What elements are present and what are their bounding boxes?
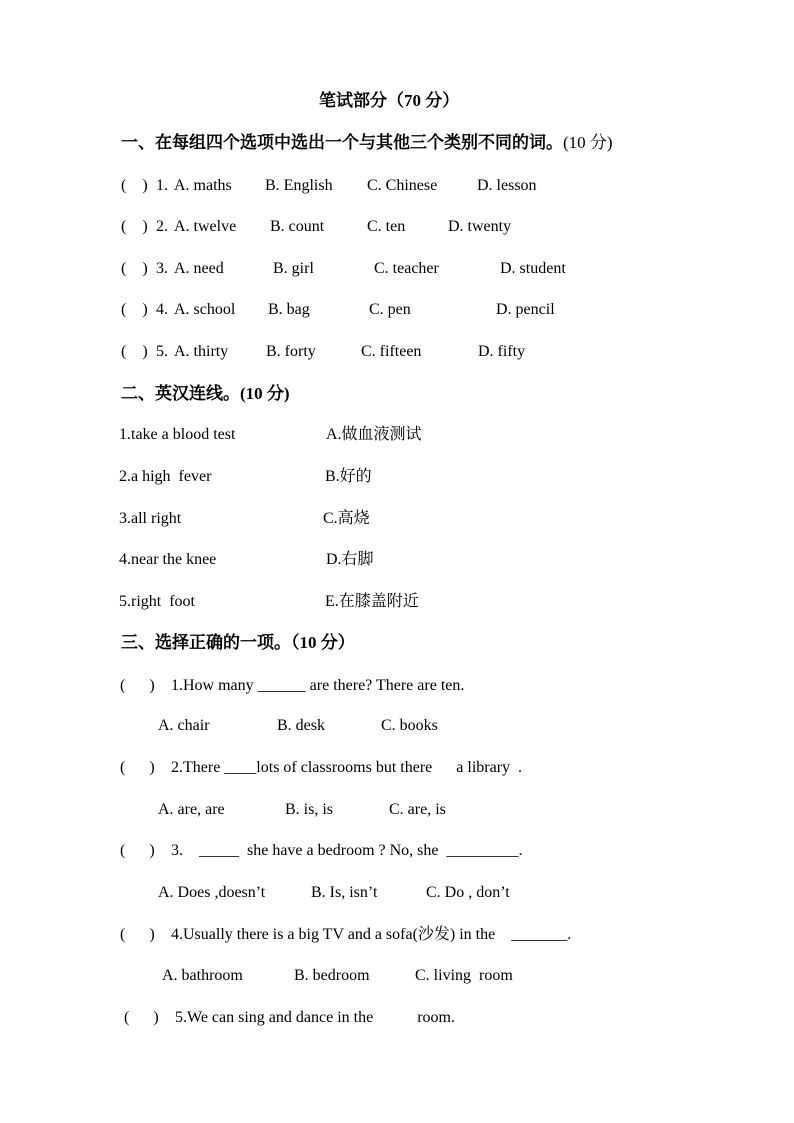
match-english: 2.a high fever xyxy=(119,468,212,485)
option-b: B. forty xyxy=(266,343,316,360)
option-b: B. Is, isn’t xyxy=(311,884,378,901)
question-stem: 5.We can sing and dance in the room. xyxy=(175,1009,455,1026)
option-b: B. English xyxy=(265,177,333,194)
match-english: 3.all right xyxy=(119,510,182,527)
section-2-heading xyxy=(121,384,290,404)
option-d: D. fifty xyxy=(478,343,526,360)
section-1-heading-text: 一、在每组四个选项中选出一个与其他三个类别不同的词。 xyxy=(121,133,563,152)
match-chinese: C.高烧 xyxy=(323,510,370,527)
match-chinese: E.在膝盖附近 xyxy=(325,593,419,610)
option-c: C. ten xyxy=(367,218,406,235)
question-number: 5. xyxy=(156,343,168,360)
match-chinese: B.好的 xyxy=(325,468,372,485)
section-2-heading-text: 二、英汉连线。 xyxy=(121,384,240,403)
match-english: 4.near the knee xyxy=(119,551,217,568)
option-a: A. school xyxy=(174,301,236,318)
option-b: B. is, is xyxy=(285,801,334,818)
answer-blank[interactable]: ( ) xyxy=(120,677,155,694)
option-b: B. desk xyxy=(277,717,325,734)
answer-blank[interactable]: ( ) xyxy=(121,177,148,194)
option-b: B. bag xyxy=(268,301,310,318)
option-c: C. teacher xyxy=(374,260,439,277)
question-number: 1. xyxy=(156,177,168,194)
option-b: B. girl xyxy=(273,260,314,277)
option-a: A. twelve xyxy=(174,218,237,235)
answer-blank[interactable]: ( ) xyxy=(124,1009,159,1026)
option-a: A. thirty xyxy=(174,343,229,360)
option-a: A. bathroom xyxy=(162,967,243,984)
option-d: D. pencil xyxy=(496,301,555,318)
question-number: 4. xyxy=(156,301,168,318)
section-3-heading: 三、选择正确的一项。（10 分） xyxy=(121,633,355,652)
option-a: A. maths xyxy=(174,177,232,194)
option-c: C. are, is xyxy=(389,801,446,818)
question-stem: 2.There ____lots of classrooms but there a library . xyxy=(171,759,523,776)
question-stem: 4.Usually there is a big TV and a sofa(沙发) in the _______. xyxy=(171,926,572,943)
answer-blank[interactable]: ( ) xyxy=(120,926,155,943)
section-2-score: (10 分) xyxy=(240,384,290,403)
option-d: D. twenty xyxy=(448,218,512,235)
answer-blank[interactable]: ( ) xyxy=(121,301,148,318)
answer-blank[interactable]: ( ) xyxy=(120,759,155,776)
option-a: A. are, are xyxy=(158,801,225,818)
match-english: 5.right foot xyxy=(119,593,195,610)
option-b: B. bedroom xyxy=(294,967,370,984)
question-stem: 3. _____ she have a bedroom ? No, she _________. xyxy=(171,842,523,859)
question-stem: 1.How many ______ are there? There are ten. xyxy=(171,677,465,694)
answer-blank[interactable]: ( ) xyxy=(121,218,148,235)
match-english: 1.take a blood test xyxy=(119,426,236,443)
match-chinese: A.做血液测试 xyxy=(326,426,422,443)
question-number: 3. xyxy=(156,260,168,277)
section-1-score: (10 分) xyxy=(563,133,613,152)
answer-blank[interactable]: ( ) xyxy=(121,343,148,360)
section-1-heading xyxy=(121,133,613,153)
option-b: B. count xyxy=(270,218,325,235)
option-c: C. Do , don’t xyxy=(426,884,510,901)
option-d: D. lesson xyxy=(477,177,537,194)
option-c: C. fifteen xyxy=(361,343,422,360)
answer-blank[interactable]: ( ) xyxy=(120,842,155,859)
match-chinese: D.右脚 xyxy=(326,551,374,568)
option-c: C. Chinese xyxy=(367,177,438,194)
question-number: 2. xyxy=(156,218,168,235)
option-c: C. books xyxy=(381,717,438,734)
option-c: C. pen xyxy=(369,301,411,318)
option-c: C. living room xyxy=(415,967,513,984)
option-a: A. need xyxy=(174,260,224,277)
page-title: 笔试部分（70 分） xyxy=(319,91,460,110)
option-d: D. student xyxy=(500,260,566,277)
option-a: A. chair xyxy=(158,717,210,734)
answer-blank[interactable]: ( ) xyxy=(121,260,148,277)
option-a: A. Does ,doesn’t xyxy=(158,884,266,901)
